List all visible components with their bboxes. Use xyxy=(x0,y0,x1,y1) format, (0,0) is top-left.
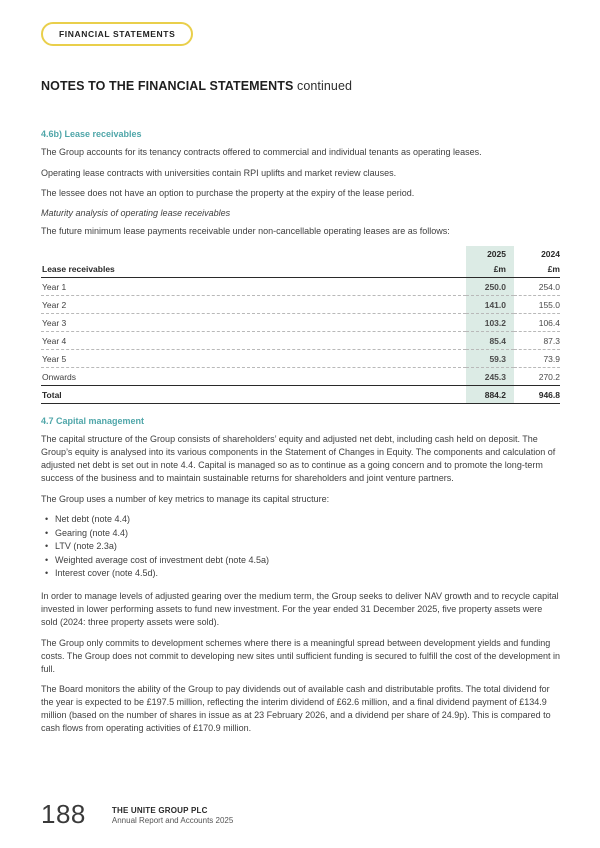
unit-2024-header: £m xyxy=(547,263,560,274)
section-lease-receivables xyxy=(41,129,560,404)
lease-paragraph-2: Operating lease contracts with universities contain RPI uplifts and market review clauses. xyxy=(41,167,397,178)
year-2025-header: 2025 xyxy=(466,246,514,261)
capital-paragraph-1: The capital structure of the Group consists of shareholders’ equity and adjusted net debt, including cash held on deposit. The Group’s equity is analysed into its various components in the Statement of Changes in Equity. The components and calculation of adjusted net debt is set out in note 4.4. Capital is managed so as to continue as a going concern and to promote the long-term success of the business and to maintain sustainable returns for shareholders and joint venture partners. xyxy=(41,434,556,484)
unit-2025-header: £m xyxy=(466,260,514,278)
lease-table-foot xyxy=(41,386,560,404)
table-unit-header-row xyxy=(41,260,560,278)
value-2024: 106.4 xyxy=(538,317,560,328)
table-row xyxy=(41,296,560,314)
row-label: Onwards xyxy=(42,371,77,382)
lease-paragraph-4: The future minimum lease payments receivable under non-cancellable operating leases are as follows: xyxy=(41,226,450,237)
list-item: • Net debt (note 4.4) xyxy=(43,513,560,527)
value-2025: 85.4 xyxy=(466,332,514,350)
page-number: 188 xyxy=(41,799,86,829)
section-badge: FINANCIAL STATEMENTS xyxy=(41,22,193,46)
list-item: • Gearing (note 4.4) xyxy=(43,527,560,541)
lease-paragraph-1: The Group accounts for its tenancy contracts offered to commercial and individual tenants as operating leases. xyxy=(41,147,482,157)
table-year-header-row xyxy=(41,246,560,261)
empty-header-cell xyxy=(41,246,466,261)
table-row xyxy=(41,368,560,386)
lease-section-heading: 4.6b) Lease receivables xyxy=(41,129,142,139)
list-item: • LTV (note 2.3a) xyxy=(43,540,560,554)
list-item: • Weighted average cost of investment debt (note 4.5a) xyxy=(43,554,560,568)
row-label: Year 4 xyxy=(42,335,67,346)
footer-company-name: THE UNITE GROUP PLC xyxy=(111,806,208,815)
row-label: Year 5 xyxy=(42,353,67,364)
maturity-analysis-subheading: Maturity analysis of operating lease receivables xyxy=(41,207,231,218)
table-row xyxy=(41,278,560,296)
value-2024: 270.2 xyxy=(538,371,560,382)
value-2024: 73.9 xyxy=(543,353,560,364)
value-2025: 59.3 xyxy=(466,350,514,368)
table-row xyxy=(41,314,560,332)
total-label: Total xyxy=(42,389,62,400)
row-label: Year 3 xyxy=(42,317,67,328)
lease-table-body xyxy=(41,278,560,386)
capital-paragraph-4: The Group only commits to development schemes where there is a meaningful spread between development yields and funding costs. The Group does not commit to developing new sites until sufficient funding is secured to fulfill the cost of the development in full. xyxy=(41,637,560,674)
footer-info xyxy=(112,804,233,825)
total-2025-value: 884.2 xyxy=(466,386,514,404)
capital-paragraph-5: The Board monitors the ability of the Group to pay dividends out of available cash and distributable profits. The total dividend for the year is expected to be £197.5 million, reflecting the interim dividend of £62.6 million, and a final dividend payment of £134.9 million (based on the number of shares in issue as at 23 February 2026, and a dividend per share of 24.9p). This is compared to cash flows from operating activities of £170.9 million. xyxy=(41,684,551,734)
page-title xyxy=(41,79,560,93)
table-total-row xyxy=(41,386,560,404)
value-2025: 141.0 xyxy=(466,296,514,314)
value-2025: 250.0 xyxy=(466,278,514,296)
page-title-continued: continued xyxy=(293,79,353,93)
section-capital-management xyxy=(41,416,560,735)
total-2024-value: 946.8 xyxy=(538,389,560,400)
page-title-bold: NOTES TO THE FINANCIAL STATEMENTS xyxy=(41,79,294,93)
table-row xyxy=(41,350,560,368)
table-row xyxy=(41,332,560,350)
capital-paragraph-3: In order to manage levels of adjusted gearing over the medium term, the Group seeks to deliver NAV growth and to recycle capital invested in lower performing assets to fund new investment. For the year ended 31 December 2025, five property assets were sold (2024: three property assets were sold). xyxy=(41,590,559,628)
value-2024: 87.3 xyxy=(543,335,560,346)
row-label: Year 1 xyxy=(42,281,67,292)
capital-section-heading: 4.7 Capital management xyxy=(41,416,145,427)
value-2024: 254.0 xyxy=(538,281,560,292)
list-item: • Interest cover (note 4.5d). xyxy=(43,567,560,581)
row-label-header: Lease receivables xyxy=(42,263,115,274)
page-footer xyxy=(41,799,233,830)
lease-table-head xyxy=(41,246,560,278)
value-2024: 155.0 xyxy=(538,299,560,310)
value-2025: 245.3 xyxy=(466,368,514,386)
value-2025: 103.2 xyxy=(466,314,514,332)
footer-report-title: Annual Report and Accounts 2025 xyxy=(111,816,234,825)
row-label: Year 2 xyxy=(42,299,67,310)
lease-receivables-table xyxy=(41,246,560,405)
year-2024-header: 2024 xyxy=(541,249,560,260)
capital-paragraph-2: The Group uses a number of key metrics to manage its capital structure: xyxy=(41,493,330,504)
capital-metrics-list xyxy=(43,513,560,581)
lease-paragraph-3: The lessee does not have an option to purchase the property at the expiry of the lease period. xyxy=(41,188,415,199)
